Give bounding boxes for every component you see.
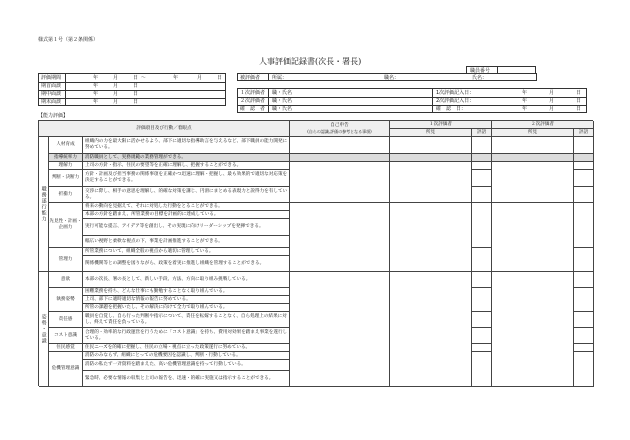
- interview-3-year: 年: [93, 99, 99, 105]
- second-grade-cell[interactable]: [574, 137, 594, 154]
- item-text: 合理的・効率的な行政運営を行うために「コスト意識」を持ち、費用対効果を踏まえ事業を遂行している。: [83, 328, 290, 344]
- item-text: 職員を自覚し、自ら行った判断や指示について、責任を転嫁することなく、自ら処理上の結果に対し、終えて責任を負っている。: [83, 312, 290, 328]
- first-grade-cell[interactable]: [472, 288, 492, 312]
- evaluator-1-post: 職・氏名: [272, 89, 293, 96]
- first-remarks-cell[interactable]: [390, 272, 472, 387]
- header-item: 評価項目及び行動／着眼点: [39, 121, 290, 137]
- interview-2-day: 日: [133, 91, 139, 97]
- interview-2-label: 期中面談: [41, 91, 62, 97]
- item-name: 危機管理意識: [49, 352, 83, 387]
- evaluator-2-day: 日: [576, 97, 582, 104]
- item-text: 組織内の力を最大限に活かせるよう、部下に適切な指導助言を与えるなど、部下職員の能力開発に努めている。: [83, 137, 290, 154]
- first-remarks-cell[interactable]: [390, 154, 472, 162]
- first-grade-cell[interactable]: [472, 312, 492, 328]
- form-label: 様式第１号（第２条関係）: [38, 37, 99, 43]
- item-name: 管理力: [49, 248, 83, 272]
- evaluatee-post: 職名：: [384, 74, 400, 81]
- item-name: 理解力: [49, 162, 83, 170]
- period-day-end: 日: [217, 75, 223, 81]
- item-text: 本部の次長、署の長として、新しい手段、方法、方向に取り組み挑戦している。: [83, 272, 290, 288]
- item-text: 将来の動向を見据えて、それに対処した行動をとることができる。: [83, 203, 290, 211]
- self-report-cell[interactable]: [290, 137, 390, 154]
- evaluator-1-date-label: 1次評価記入日：: [436, 89, 475, 96]
- evaluatee-label: 被評価者: [240, 74, 261, 81]
- period-label: 評価期間: [41, 75, 62, 81]
- item-text: 実行可能な提言、アイデア等を創出し、その実現に向けリーダーシップを発揮できる。: [83, 219, 290, 236]
- header-second-remarks: 所見: [492, 129, 574, 137]
- evaluation-table: [38, 120, 593, 386]
- item-name: 責任感: [49, 312, 83, 328]
- second-remarks-cell[interactable]: [492, 162, 574, 203]
- evaluator-2-date-label: 2次評価記入日：: [436, 97, 475, 104]
- item-text: 消防職員として、実務規範の業務管理ができる。: [83, 154, 290, 162]
- item-text: 困難業務を持ち、どんな仕事にも勤勉することなく取り組んでいる。: [83, 288, 290, 296]
- item-name: コスト意識: [49, 328, 83, 344]
- second-remarks-cell[interactable]: [492, 272, 574, 387]
- second-grade-cell[interactable]: [574, 352, 594, 387]
- interview-1-month: 月: [113, 83, 119, 89]
- header-first-remarks: 所見: [390, 129, 472, 137]
- item-text: 消防のみならず、組織にとっての危機要因を認識し、判断・行動している。: [83, 352, 290, 360]
- interview-1-year: 年: [93, 83, 99, 89]
- item-text: 上司の方針・指示、住民の要望等を正確に理解し、把握することができる。: [83, 162, 290, 170]
- header-self-title: 自己申告: [330, 123, 349, 128]
- period-table: [38, 73, 226, 106]
- item-text: 消防の私たず一斉資料を踏まえた、高い危機管理意識を持って行動している。: [83, 360, 290, 371]
- interview-1-label: 期首面談: [41, 83, 62, 89]
- first-grade-cell[interactable]: [472, 352, 492, 387]
- first-grade-cell[interactable]: [472, 203, 492, 248]
- interview-3-day: 日: [133, 99, 139, 105]
- period-sep: ～: [141, 75, 147, 81]
- item-name: 指導統率力: [49, 154, 83, 162]
- self-report-cell[interactable]: [290, 203, 390, 272]
- first-remarks-cell[interactable]: [390, 137, 472, 154]
- evaluator-2-post: 職・氏名: [272, 97, 293, 104]
- confirmer-post: 職・氏名: [272, 105, 293, 112]
- item-text: 交渉に際し、相手の意思を理解し、的確な対策を講じ、円滑にまとめる表現力と説得力を有している。: [83, 187, 290, 203]
- self-report-cell[interactable]: [290, 162, 390, 203]
- first-grade-cell[interactable]: [472, 328, 492, 344]
- evaluator-2-month: 月: [549, 97, 555, 104]
- second-grade-cell[interactable]: [574, 170, 594, 187]
- item-text: 所管の課題を把握いたし、その解決に向けて全力で取り組んでいる。: [83, 304, 290, 312]
- page-title: 人事評価記録書(次長・署長): [259, 57, 362, 66]
- item-text: 所管業務について、組織全般の視点から適切に管理している。: [83, 248, 290, 256]
- second-grade-cell[interactable]: [574, 162, 594, 170]
- item-name: 折衝力: [49, 187, 83, 203]
- evaluators-table: [237, 88, 587, 113]
- item-text: 幅広い視野と柔軟な視点の下、事業を計画推進することができる。: [83, 236, 290, 248]
- section-title: 【能力評価】: [38, 113, 69, 119]
- period-month: 月: [113, 75, 119, 81]
- second-grade-cell[interactable]: [574, 344, 594, 352]
- evaluator-1-month: 月: [549, 89, 555, 96]
- first-remarks-cell[interactable]: [390, 162, 472, 203]
- evaluator-2-year: 年: [522, 97, 528, 104]
- item-text: 緊急時、必要な情報の収集と上司の報告を、迅速・的確に実施又は指示することができる。: [83, 371, 290, 387]
- first-grade-cell[interactable]: [472, 344, 492, 352]
- item-name: 住民感覚: [49, 344, 83, 352]
- first-grade-cell[interactable]: [472, 154, 492, 162]
- second-grade-cell[interactable]: [574, 312, 594, 328]
- first-grade-cell[interactable]: [472, 272, 492, 288]
- item-text: 上司、部下に適時適切な情報の報告に努めている。: [83, 296, 290, 304]
- item-name: 判断・決断力: [49, 170, 83, 187]
- period-month-end: 月: [197, 75, 203, 81]
- header-first-grade: 評語: [472, 129, 492, 137]
- employee-no-label: 職員番号: [470, 67, 491, 74]
- evaluator-1-role: １次評価者: [240, 89, 266, 96]
- second-remarks-cell[interactable]: [492, 203, 574, 272]
- first-grade-cell[interactable]: [472, 170, 492, 187]
- group-attitude: [39, 272, 49, 387]
- confirmer-year: 年: [522, 105, 528, 112]
- confirmer-date-label: 確 認 日：: [436, 105, 467, 112]
- header-self-sub: (自らの認識,評価の参考となる事項): [307, 128, 372, 134]
- evaluator-1-year: 年: [522, 89, 528, 96]
- second-grade-cell[interactable]: [574, 248, 594, 272]
- self-report-cell[interactable]: [290, 154, 390, 162]
- group-attitude-label: 姿勢・意識: [40, 314, 47, 344]
- second-grade-cell[interactable]: [574, 187, 594, 203]
- evaluator-1-day: 日: [576, 89, 582, 96]
- item-name: 先見性・計画・企画力: [49, 203, 83, 248]
- item-name: 執務姿勢: [49, 288, 83, 312]
- group-ability: [39, 137, 49, 272]
- second-remarks-cell[interactable]: [492, 154, 574, 162]
- second-grade-cell[interactable]: [574, 154, 594, 162]
- interview-3-label: 期末面談: [41, 99, 62, 105]
- period-year: 年: [93, 75, 99, 81]
- item-name: 人材育成: [49, 137, 83, 154]
- header-first: １次評価者: [390, 121, 492, 129]
- header-second-grade: 評語: [574, 129, 594, 137]
- first-grade-cell[interactable]: [472, 187, 492, 203]
- evaluatee-affil: 所属：: [272, 74, 288, 81]
- item-name: 意欲: [49, 272, 83, 288]
- second-grade-cell[interactable]: [574, 272, 594, 288]
- self-report-cell[interactable]: [290, 272, 390, 387]
- confirmer-month: 月: [549, 105, 555, 112]
- second-remarks-cell[interactable]: [492, 137, 574, 154]
- confirmer-day: 日: [576, 105, 582, 112]
- first-grade-cell[interactable]: [472, 137, 492, 154]
- confirmer-role: 確 認 者: [240, 105, 266, 112]
- first-remarks-cell[interactable]: [390, 203, 472, 272]
- interview-2-year: 年: [93, 91, 99, 97]
- period-year-end: 年: [173, 75, 179, 81]
- second-grade-cell[interactable]: [574, 203, 594, 248]
- second-grade-cell[interactable]: [574, 288, 594, 312]
- interview-3-month: 月: [113, 99, 119, 105]
- period-day: 日: [133, 75, 139, 81]
- evaluator-2-role: ２次評価者: [240, 97, 266, 104]
- second-grade-cell[interactable]: [574, 328, 594, 344]
- interview-2-month: 月: [113, 91, 119, 97]
- interview-1-day: 日: [133, 83, 139, 89]
- item-text: 方針・計画及び担当事務の関係事項を正確かつ迅速に理解・把握し、最も効果的で適切な対応策を決定することができる。: [83, 170, 290, 187]
- item-text: 住民ニーズを的確に把握し、住民の立場・視点に立った政策遂行に努めている。: [83, 344, 290, 352]
- item-text: 本部の方針を踏まえ、所管業務の目標を計画的に達成している。: [83, 211, 290, 219]
- header-second: ２次評価者: [492, 121, 594, 129]
- evaluatee-row: [237, 73, 537, 81]
- header-self: [290, 121, 390, 137]
- item-text: 関係機関等との調整を図りながら、政策を着実に推進し組織を管理することができる。: [83, 256, 290, 272]
- evaluatee-name: 氏名：: [472, 74, 488, 81]
- group-ability-label: 職務遂行能力: [40, 186, 47, 222]
- first-grade-cell[interactable]: [472, 162, 492, 170]
- first-grade-cell[interactable]: [472, 248, 492, 272]
